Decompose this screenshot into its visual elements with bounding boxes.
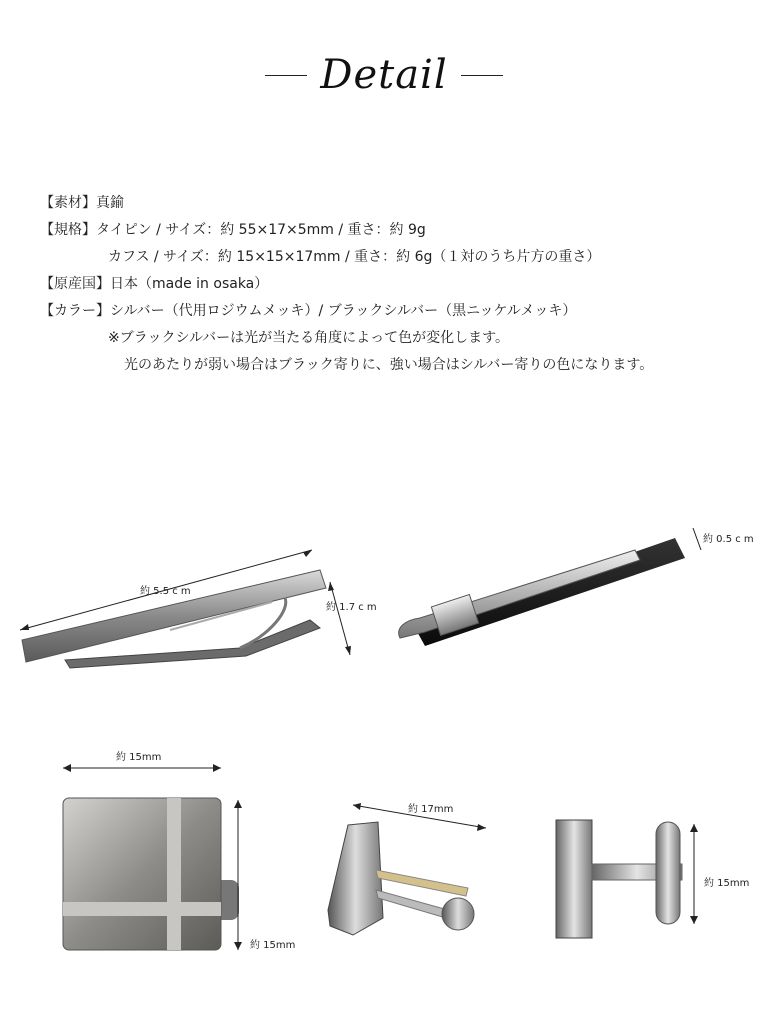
dim-tiepin-height: 約 1.7 c m [326, 602, 377, 613]
spec-note-2: 光のあたりが弱い場合はブラック寄りに、強い場合はシルバー寄りの色になります。 [124, 357, 654, 373]
spec-block [40, 190, 653, 379]
spec-size-tiepin: 【規格】タイピン / サイズ：約 55×17×5mm / 重さ：約 9g [40, 222, 426, 238]
dim-cuff-back-height: 約 15mm [704, 878, 750, 889]
dim-cuff-height: 約 15mm [250, 940, 296, 951]
page-title [0, 52, 768, 98]
spec-material: 【素材】真鍮 [40, 195, 124, 211]
title-text: Detail [320, 52, 448, 98]
cufflink-side-image [318, 800, 498, 950]
spec-origin: 【原産国】日本（made in osaka） [40, 276, 269, 292]
cufflink-front-image [55, 760, 265, 960]
dim-cuff-width: 約 15mm [116, 752, 162, 763]
dim-tiepin-length: 約 5.5 c m [140, 586, 191, 597]
spec-note-1: ※ブラックシルバーは光が当たる角度によって色が変化します。 [108, 330, 509, 346]
tiepin-side-image [10, 540, 370, 680]
spec-color: 【カラー】シルバー（代用ロジウムメッキ）/ ブラックシルバー（黒ニッケルメッキ） [40, 303, 577, 319]
tiepin-top-image [395, 528, 715, 658]
title-dash-left [265, 75, 307, 76]
spec-size-cuffs: カフス / サイズ：約 15×15×17mm / 重さ：約 6g（１対のうち片方の重さ） [108, 249, 601, 265]
title-dash-right [461, 75, 503, 76]
dim-tiepin-thickness: 約 0.5 c m [703, 534, 754, 545]
dim-cuff-depth: 約 17mm [408, 804, 454, 815]
